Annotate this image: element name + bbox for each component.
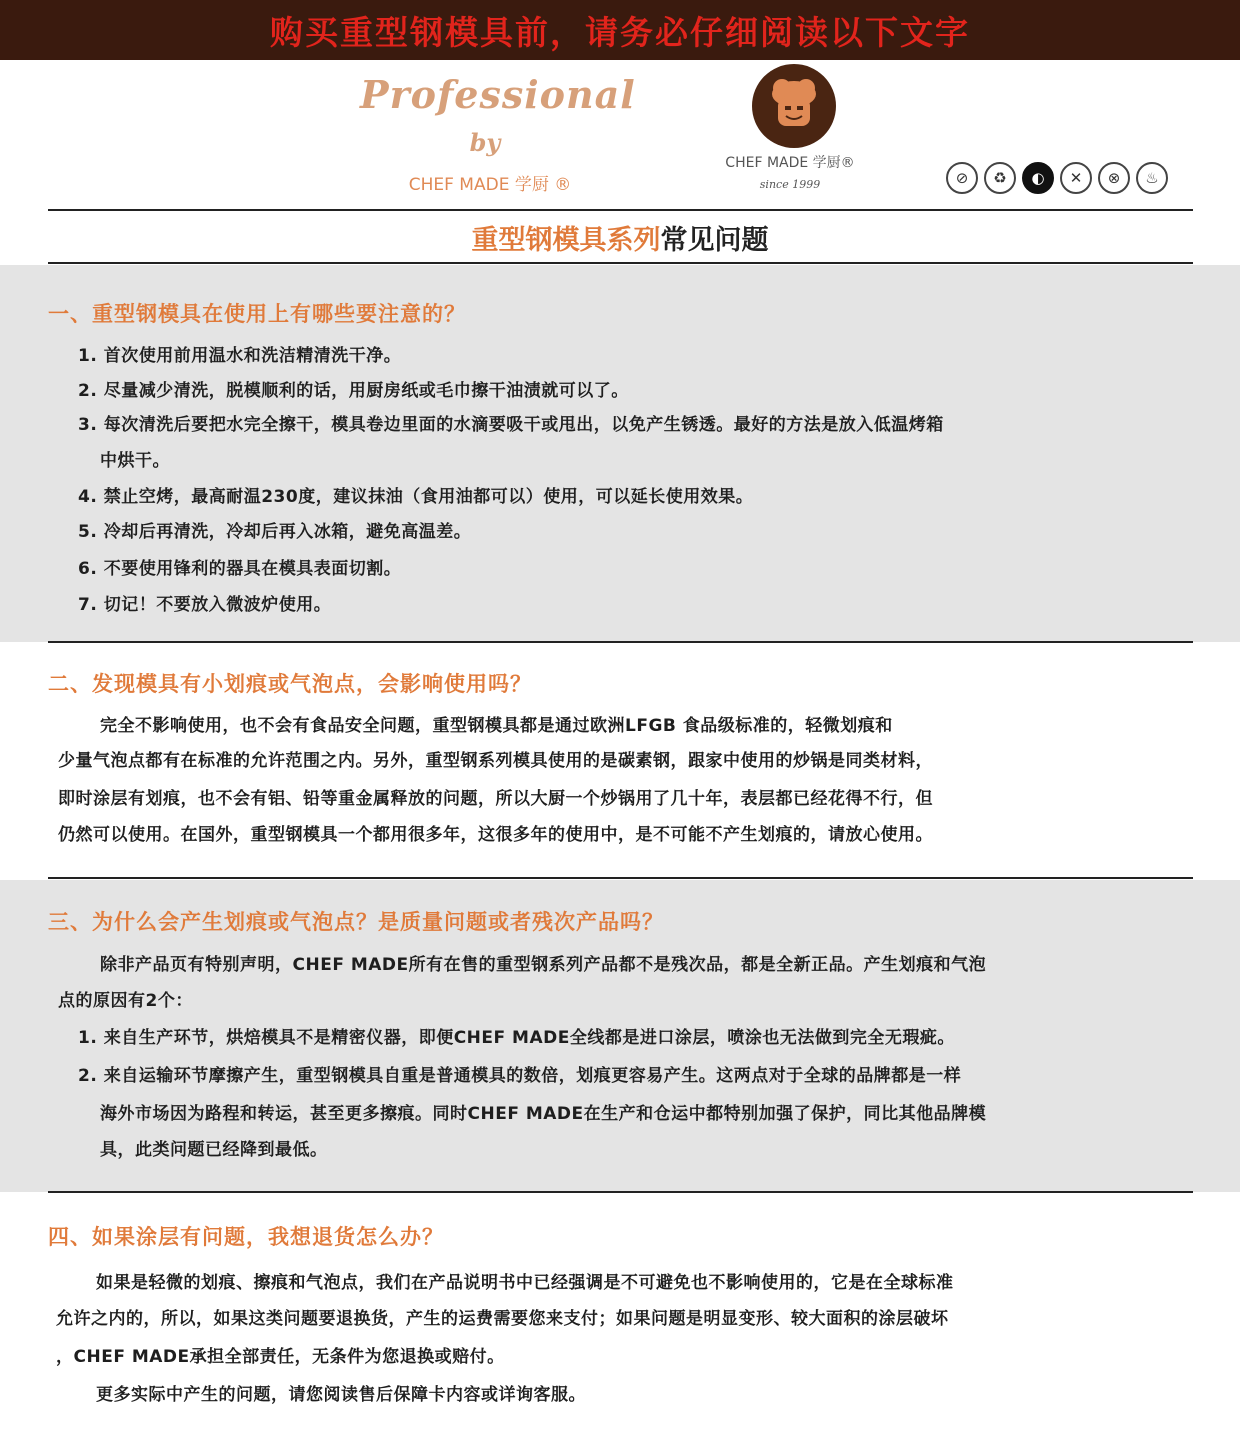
- logo-caption: CHEF MADE 学厨®: [725, 155, 855, 171]
- faq-line: 仍然可以使用。在国外，重型钢模具一个都用很多年，这很多年的使用中，是不可能不产生划痕的，请放心使用。: [58, 825, 933, 845]
- chef-made-sub-brand: CHEF MADE 学厨 ®: [408, 175, 572, 195]
- faq-title: [0, 218, 1240, 257]
- banner-text: 购买重型钢模具前，请务必仔细阅读以下文字: [270, 12, 970, 52]
- logo-since: since 1999: [759, 178, 821, 191]
- faq-line: 更多实际中产生的问题，请您阅读售后保障卡内容或详询客服。: [96, 1385, 586, 1405]
- no-dishwasher-icon: ⊘: [946, 162, 978, 194]
- faq-line: 少量气泡点都有在标准的允许范围之内。另外，重型钢系列模具使用的是碳素钢，跟家中使用的炒锅是同类材料，: [58, 751, 933, 771]
- professional-wordmark: Professional: [360, 72, 636, 117]
- faq-heading-4: 四、如果涂层有问题，我想退货怎么办？: [48, 1225, 444, 1249]
- faq-line: 3. 每次清洗后要把水完全擦干，模具卷边里面的水滴要吸干或甩出，以免产生锈透。最好的方法是放入低温烤箱: [78, 415, 944, 435]
- faq-line: 5. 冷却后再清洗，冷却后再入冰箱，避免高温差。: [78, 522, 472, 542]
- faq-heading-2: 二、发现模具有小划痕或气泡点，会影响使用吗？: [48, 672, 532, 696]
- nonstick-icon: ◐: [1022, 162, 1054, 194]
- divider: [48, 1191, 1193, 1193]
- faq-line: 1. 来自生产环节，烘焙模具不是精密仪器，即便CHEF MADE全线都是进口涂层，喷涂也无法做到完全无瑕疵。: [78, 1028, 955, 1048]
- divider: [48, 209, 1193, 211]
- faq-line: 允许之内的，所以，如果这类问题要退换货，产生的运费需要您来支付；如果问题是明显变形、较大面积的涂层破坏: [56, 1309, 949, 1329]
- faq-line: 2. 来自运输环节摩擦产生，重型钢模具自重是普通模具的数倍，划痕更容易产生。这两点对于全球的品牌都是一样: [78, 1066, 962, 1086]
- faq-line: 具，此类问题已经降到最低。: [100, 1140, 328, 1160]
- faq-line: ，CHEF MADE承担全部责任，无条件为您退换或赔付。: [56, 1347, 505, 1367]
- faq-line: 6. 不要使用锋利的器具在模具表面切割。: [78, 559, 402, 579]
- divider: [48, 641, 1193, 643]
- no-microwave-icon: ⊗: [1098, 162, 1130, 194]
- faq-line: 7. 切记！不要放入微波炉使用。: [78, 595, 332, 615]
- faq-line: 除非产品页有特别声明，CHEF MADE所有在售的重型钢系列产品都不是残次品，都是全新正品。产生划痕和气泡: [100, 955, 987, 975]
- faq-title-series: 重型钢模具系列: [471, 225, 661, 256]
- faq-title-faq: 常见问题: [660, 225, 769, 256]
- top-banner: [0, 0, 1240, 60]
- faq-line: 海外市场因为路程和转运，甚至更多擦痕。同时CHEF MADE在生产和仓运中都特别加强了保护，同比其他品牌模: [100, 1104, 987, 1124]
- chef-logo-icon: [752, 64, 836, 148]
- divider: [48, 262, 1193, 264]
- faq-line: 即时涂层有划痕，也不会有铝、铅等重金属释放的问题，所以大厨一个炒锅用了几十年，表层都已经花得不行，但: [58, 789, 933, 809]
- faq-line: 4. 禁止空烤，最高耐温230度，建议抹油（食用油都可以）使用，可以延长使用效果。: [78, 487, 754, 507]
- recycle-icon: ♻: [984, 162, 1016, 194]
- faq-line: 中烘干。: [100, 451, 170, 471]
- no-flame-icon: ♨: [1136, 162, 1168, 194]
- faq-heading-3: 三、为什么会产生划痕或气泡点？是质量问题或者残次产品吗？: [48, 910, 664, 934]
- no-knife-icon: ✕: [1060, 162, 1092, 194]
- faq-line: 2. 尽量减少清洗，脱模顺利的话，用厨房纸或毛巾擦干油渍就可以了。: [78, 381, 629, 401]
- faq-line: 点的原因有2个：: [58, 991, 193, 1011]
- divider: [48, 877, 1193, 879]
- by-wordmark: by: [469, 128, 501, 157]
- faq-line: 如果是轻微的划痕、擦痕和气泡点，我们在产品说明书中已经强调是不可避免也不影响使用的，它是在全球标准: [96, 1273, 954, 1293]
- faq-line: 完全不影响使用，也不会有食品安全问题，重型钢模具都是通过欧洲LFGB 食品级标准的，轻微划痕和: [100, 716, 893, 736]
- care-icons: [946, 162, 1168, 194]
- faq-line: 1. 首次使用前用温水和洗洁精清洗干净。: [78, 346, 402, 366]
- faq-heading-1: 一、重型钢模具在使用上有哪些要注意的？: [48, 302, 466, 326]
